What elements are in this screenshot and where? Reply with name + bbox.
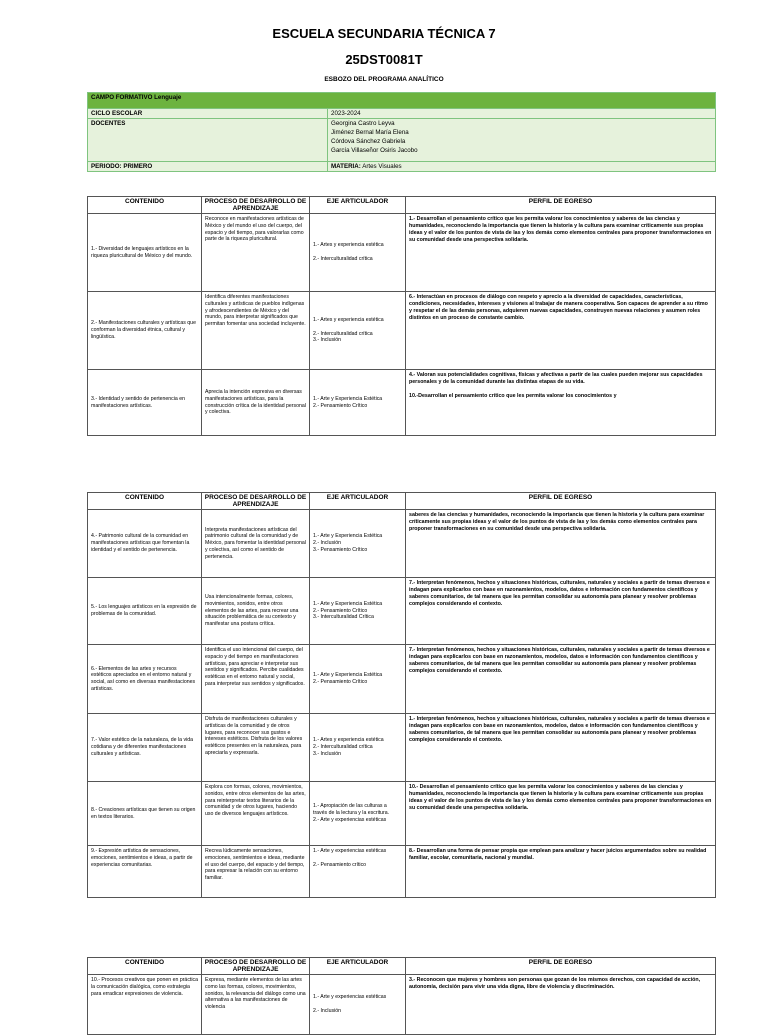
materia-label: MATERIA: — [331, 163, 361, 170]
table-row — [88, 292, 716, 370]
table-row — [88, 714, 716, 782]
proceso-cell: Aprecia la intención expresiva en diversas manifestaciones artísticas, para la construcción crítica de la identidad personal y colectiva. — [202, 370, 310, 436]
perfil-cell: 1.- Desarrollan el pensamiento crítico que les permita valorar los conocimientos y saberes de las ciencias y humanidades, reconociendo la importancia que tienen la historia y la cultura para examinar críticamente sus propias ideas y el valor de los puntos de vista de las y los demás como elementos centrales para proponer transformaciones en su comunidad desde una perspectiva solidaria. — [406, 214, 716, 292]
docentes-list — [328, 119, 716, 162]
contenido-cell: 9.- Expresión artística de sensaciones, emociones, sentimientos e ideas, a partir de experiencias comunitarias. — [88, 846, 202, 898]
proceso-cell: Identifica diferentes manifestaciones culturales y artísticas de pueblos indígenas y afrodescendientes de México y del mundo, para interpretar significados que permitan fomentar una sociedad incluyente. — [202, 292, 310, 370]
docente: García Villaseñor Osiris Jacobo — [331, 146, 418, 154]
eje-cell: 1.- Arte y Experiencia Estética 2.- Pensamiento Crítico — [310, 645, 406, 714]
col-perfil: PERFIL DE EGRESO — [406, 958, 716, 975]
docentes-label: DOCENTES — [88, 119, 328, 162]
docente: Georgina Castro Leyva — [331, 120, 395, 127]
perfil-cell: 7.- Interpretan fenómenos, hechos y situaciones históricas, culturales, naturales y sociales a partir de temas diversos e indagan para explicarlos con base en razonamientos, modelos, datos e información con fundamentos científicos y saberes comunitarios, de tal manera que les permitan consolidar su autonomía para planear y resolver problemas complejos considerando el contexto. — [406, 578, 716, 645]
eje-cell: 1.- Artes y experiencia estética 2.- Interculturalidad crítica — [310, 214, 406, 292]
contenido-cell: 5.- Los lenguajes artísticos en la expresión de problemas de la comunidad. — [88, 578, 202, 645]
perfil-cell: 1.- Interpretan fenómenos, hechos y situaciones históricas, culturales, naturales y sociales a partir de temas diversos e indagan para explicarlos con base en razonamientos, modelos, datos e información con fundamentos científicos y saberes comunitarios, de tal manera que les permitan consolidar su autonomía para planear y resolver problemas complejos considerando el contexto. — [406, 714, 716, 782]
table-row — [88, 578, 716, 645]
perfil-cell: 10.- Desarrollan el pensamiento crítico que les permita valorar los conocimientos y saberes de las ciencias y humanidades, reconociendo la importancia que tienen la historia y la cultura para examinar críticamente sus propias ideas y el valor de los puntos de vista de las y los demás como elementos centrales para proponer transformaciones en su comunidad desde una perspectiva solidaria. — [406, 782, 716, 846]
school-code: 25DST0081T — [345, 52, 423, 67]
perfil-cell: saberes de las ciencias y humanidades, reconociendo la importancia que tienen la historia y la cultura para examinar críticamente sus propias ideas y el valor de los puntos de vista de las y los demás como elementos centrales para proponer transformaciones en su comunidad desde una perspectiva solidaria. — [406, 510, 716, 578]
campo-formativo: CAMPO FORMATIVO Lenguaje — [88, 93, 716, 109]
content-table-3 — [87, 957, 716, 1035]
content-table-2 — [87, 492, 716, 898]
contenido-cell: 4.- Patrimonio cultural de la comunidad en manifestaciones artísticas que fomentan la identidad y el sentido de pertenencia. — [88, 510, 202, 578]
col-eje: EJE ARTICULADOR — [310, 493, 406, 510]
contenido-cell: 2.- Manifestaciones culturales y artísticas que conforman la diversidad étnica, cultural y lingüística. — [88, 292, 202, 370]
proceso-cell: Explora con formas, colores, movimientos, sonidos, entre otros elementos de las artes, para reinterpretar textos literarios de la comunidad y de otros lugares, haciendo uso de diversos lenguajes artísticos. — [202, 782, 310, 846]
periodo: PERIODO: PRIMERO — [88, 162, 328, 172]
proceso-cell: Identifica el uso intencional del cuerpo, del espacio y del tiempo en manifestaciones artísticas, para apreciar e interpretar sus sentidos y significados. Percibe cualidades estéticas en el entorno natural y social, para interpretar sus sentidos y significados. — [202, 645, 310, 714]
proceso-cell: Usa intencionalmente formas, colores, movimientos, sonidos, entre otros elementos de las artes, para recrear una situación problemática de su contexto y manifestar una postura crítica. — [202, 578, 310, 645]
contenido-cell: 1.- Diversidad de lenguajes artísticos en la riqueza pluricultural de México y del mundo. — [88, 214, 202, 292]
proceso-cell: Reconoce en manifestaciones artísticas de México y del mundo el uso del cuerpo, del espacio y del tiempo, para valorarlas como parte de la riqueza pluricultural. — [202, 214, 310, 292]
contenido-cell: 10.- Procesos creativos que ponen en práctica la comunicación dialógica, como estrategia para erradicar expresiones de violencia. — [88, 975, 202, 1035]
col-perfil: PERFIL DE EGRESO — [406, 493, 716, 510]
col-proceso: PROCESO DE DESARROLLO DE APRENDIZAJE — [202, 493, 310, 510]
ciclo-value: 2023-2024 — [328, 109, 716, 119]
perfil-cell: 6.- Interactúan en procesos de diálogo con respeto y aprecio a la diversidad de capacidades, características, condiciones, necesidades, intereses y visiones al trabajar de manera cooperativa. Son capaces de aprender a su ritmo y respetar el de las demás personas, adquieren nuevas capacidades, construyen nuevas relaciones y asumen roles distintos en un proceso de constante cambio. — [406, 292, 716, 370]
col-perfil: PERFIL DE EGRESO — [406, 197, 716, 214]
contenido-cell: 8.- Creaciones artísticas que tienen su origen en textos literarios. — [88, 782, 202, 846]
col-eje: EJE ARTICULADOR — [310, 197, 406, 214]
eje-cell: 1.- Artes y experiencia estética 2.- Interculturalidad crítica 3.- Inclusión — [310, 292, 406, 370]
col-proceso: PROCESO DE DESARROLLO DE APRENDIZAJE — [202, 958, 310, 975]
info-table — [87, 92, 716, 172]
perfil-cell: 4.- Valoran sus potencialidades cognitivas, físicas y afectivas a partir de las cuales pueden mejorar sus capacidades personales y de la comunidad durante las distintas etapas de su vida. 10.-Desarrollan el pensamiento crítico que les permita valorar los conocimientos y — [406, 370, 716, 436]
col-contenido: CONTENIDO — [88, 493, 202, 510]
col-contenido: CONTENIDO — [88, 197, 202, 214]
table-row — [88, 846, 716, 898]
contenido-cell: 6.- Elementos de las artes y recursos estéticos apreciados en el entorno natural y social, así como en diversas manifestaciones artísticas. — [88, 645, 202, 714]
perfil-cell: 7.- Interpretan fenómenos, hechos y situaciones históricas, culturales, naturales y sociales a partir de temas diversos e indagan para explicarlos con base en razonamientos, modelos, datos e información con fundamentos científicos y saberes comunitarios, de tal manera que les permitan consolidar su autonomía para planear y resolver problemas complejos considerando el contexto. — [406, 645, 716, 714]
table-row — [88, 510, 716, 578]
table-row — [88, 975, 716, 1035]
docente: Jiménez Bernal María Elena — [331, 128, 409, 136]
docente: Córdova Sánchez Gabriela — [331, 137, 406, 145]
eje-cell: 1.- Arte y Experiencia Estética 2.- Pensamiento Crítico 3.- Interculturalidad Crítica — [310, 578, 406, 645]
eje-cell: 1.- Artes y experiencia estética 2.- Interculturalidad crítica 3.- Inclusión — [310, 714, 406, 782]
col-eje: EJE ARTICULADOR — [310, 958, 406, 975]
perfil-cell: 8.- Desarrollan una forma de pensar propia que emplean para analizar y hacer juicios argumentados sobre su realidad familiar, escolar, comunitaria, nacional y mundial. — [406, 846, 716, 898]
ciclo-label: CICLO ESCOLAR — [88, 109, 328, 119]
contenido-cell: 3.- Identidad y sentido de pertenencia en manifestaciones artísticas. — [88, 370, 202, 436]
eje-cell: 1.- Arte y Experiencia Estética 2.- Pensamiento Crítico — [310, 370, 406, 436]
content-table-1 — [87, 196, 716, 436]
col-contenido: CONTENIDO — [88, 958, 202, 975]
proceso-cell: Expresa, mediante elementos de las artes como las formas, colores, movimientos, sonidos, la relevancia del diálogo como una alternativa a las manifestaciones de violencia — [202, 975, 310, 1035]
eje-cell: 1.- Apropiación de las culturas a través de la lectura y la escritura. 2.- Arte y experiencias estéticas — [310, 782, 406, 846]
eje-cell: 1.- Arte y experiencias estéticas 2.- Inclusión — [310, 975, 406, 1035]
proceso-cell: Disfruta de manifestaciones culturales y artísticas de la comunidad y de otros lugares, para reconocer sus gustos e intereses estéticos. Disfruta de los valores estéticos presentes en la naturaleza, para apreciarla y expresarla. — [202, 714, 310, 782]
eje-cell: 1.- Arte y Experiencia Estética 2.- Inclusión 3.- Pensamiento Crítico — [310, 510, 406, 578]
contenido-cell: 7.- Valor estético de la naturaleza, de la vida cotidiana y de diferentes manifestaciones culturales y artísticas. — [88, 714, 202, 782]
table-row — [88, 645, 716, 714]
perfil-cell: 3.- Reconocen que mujeres y hombres son personas que gozan de los mismos derechos, con capacidad de acción, autonomía, decisión para vivir una vida digna, libre de violencia y discriminación. — [406, 975, 716, 1035]
materia — [328, 162, 716, 172]
school-name: ESCUELA SECUNDARIA TÉCNICA 7 — [272, 26, 496, 41]
materia-value: Artes Visuales — [362, 163, 402, 170]
table-row — [88, 214, 716, 292]
table-row — [88, 370, 716, 436]
table-row — [88, 782, 716, 846]
proceso-cell: Recrea lúdicamente sensaciones, emociones, sentimientos e ideas, mediante el uso del cuerpo, del espacio y del tiempo, para expresar la relación con su entorno familiar. — [202, 846, 310, 898]
program-title: ESBOZO DEL PROGRAMA ANALÍTICO — [324, 76, 444, 83]
proceso-cell: Interpreta manifestaciones artísticas del patrimonio cultural de la comunidad y de México, para fomentar la identidad personal y colectiva, así como el sentido de pertenencia. — [202, 510, 310, 578]
col-proceso: PROCESO DE DESARROLLO DE APRENDIZAJE — [202, 197, 310, 214]
eje-cell: 1.- Arte y experiencias estéticas 2.- Pensamiento crítico — [310, 846, 406, 898]
